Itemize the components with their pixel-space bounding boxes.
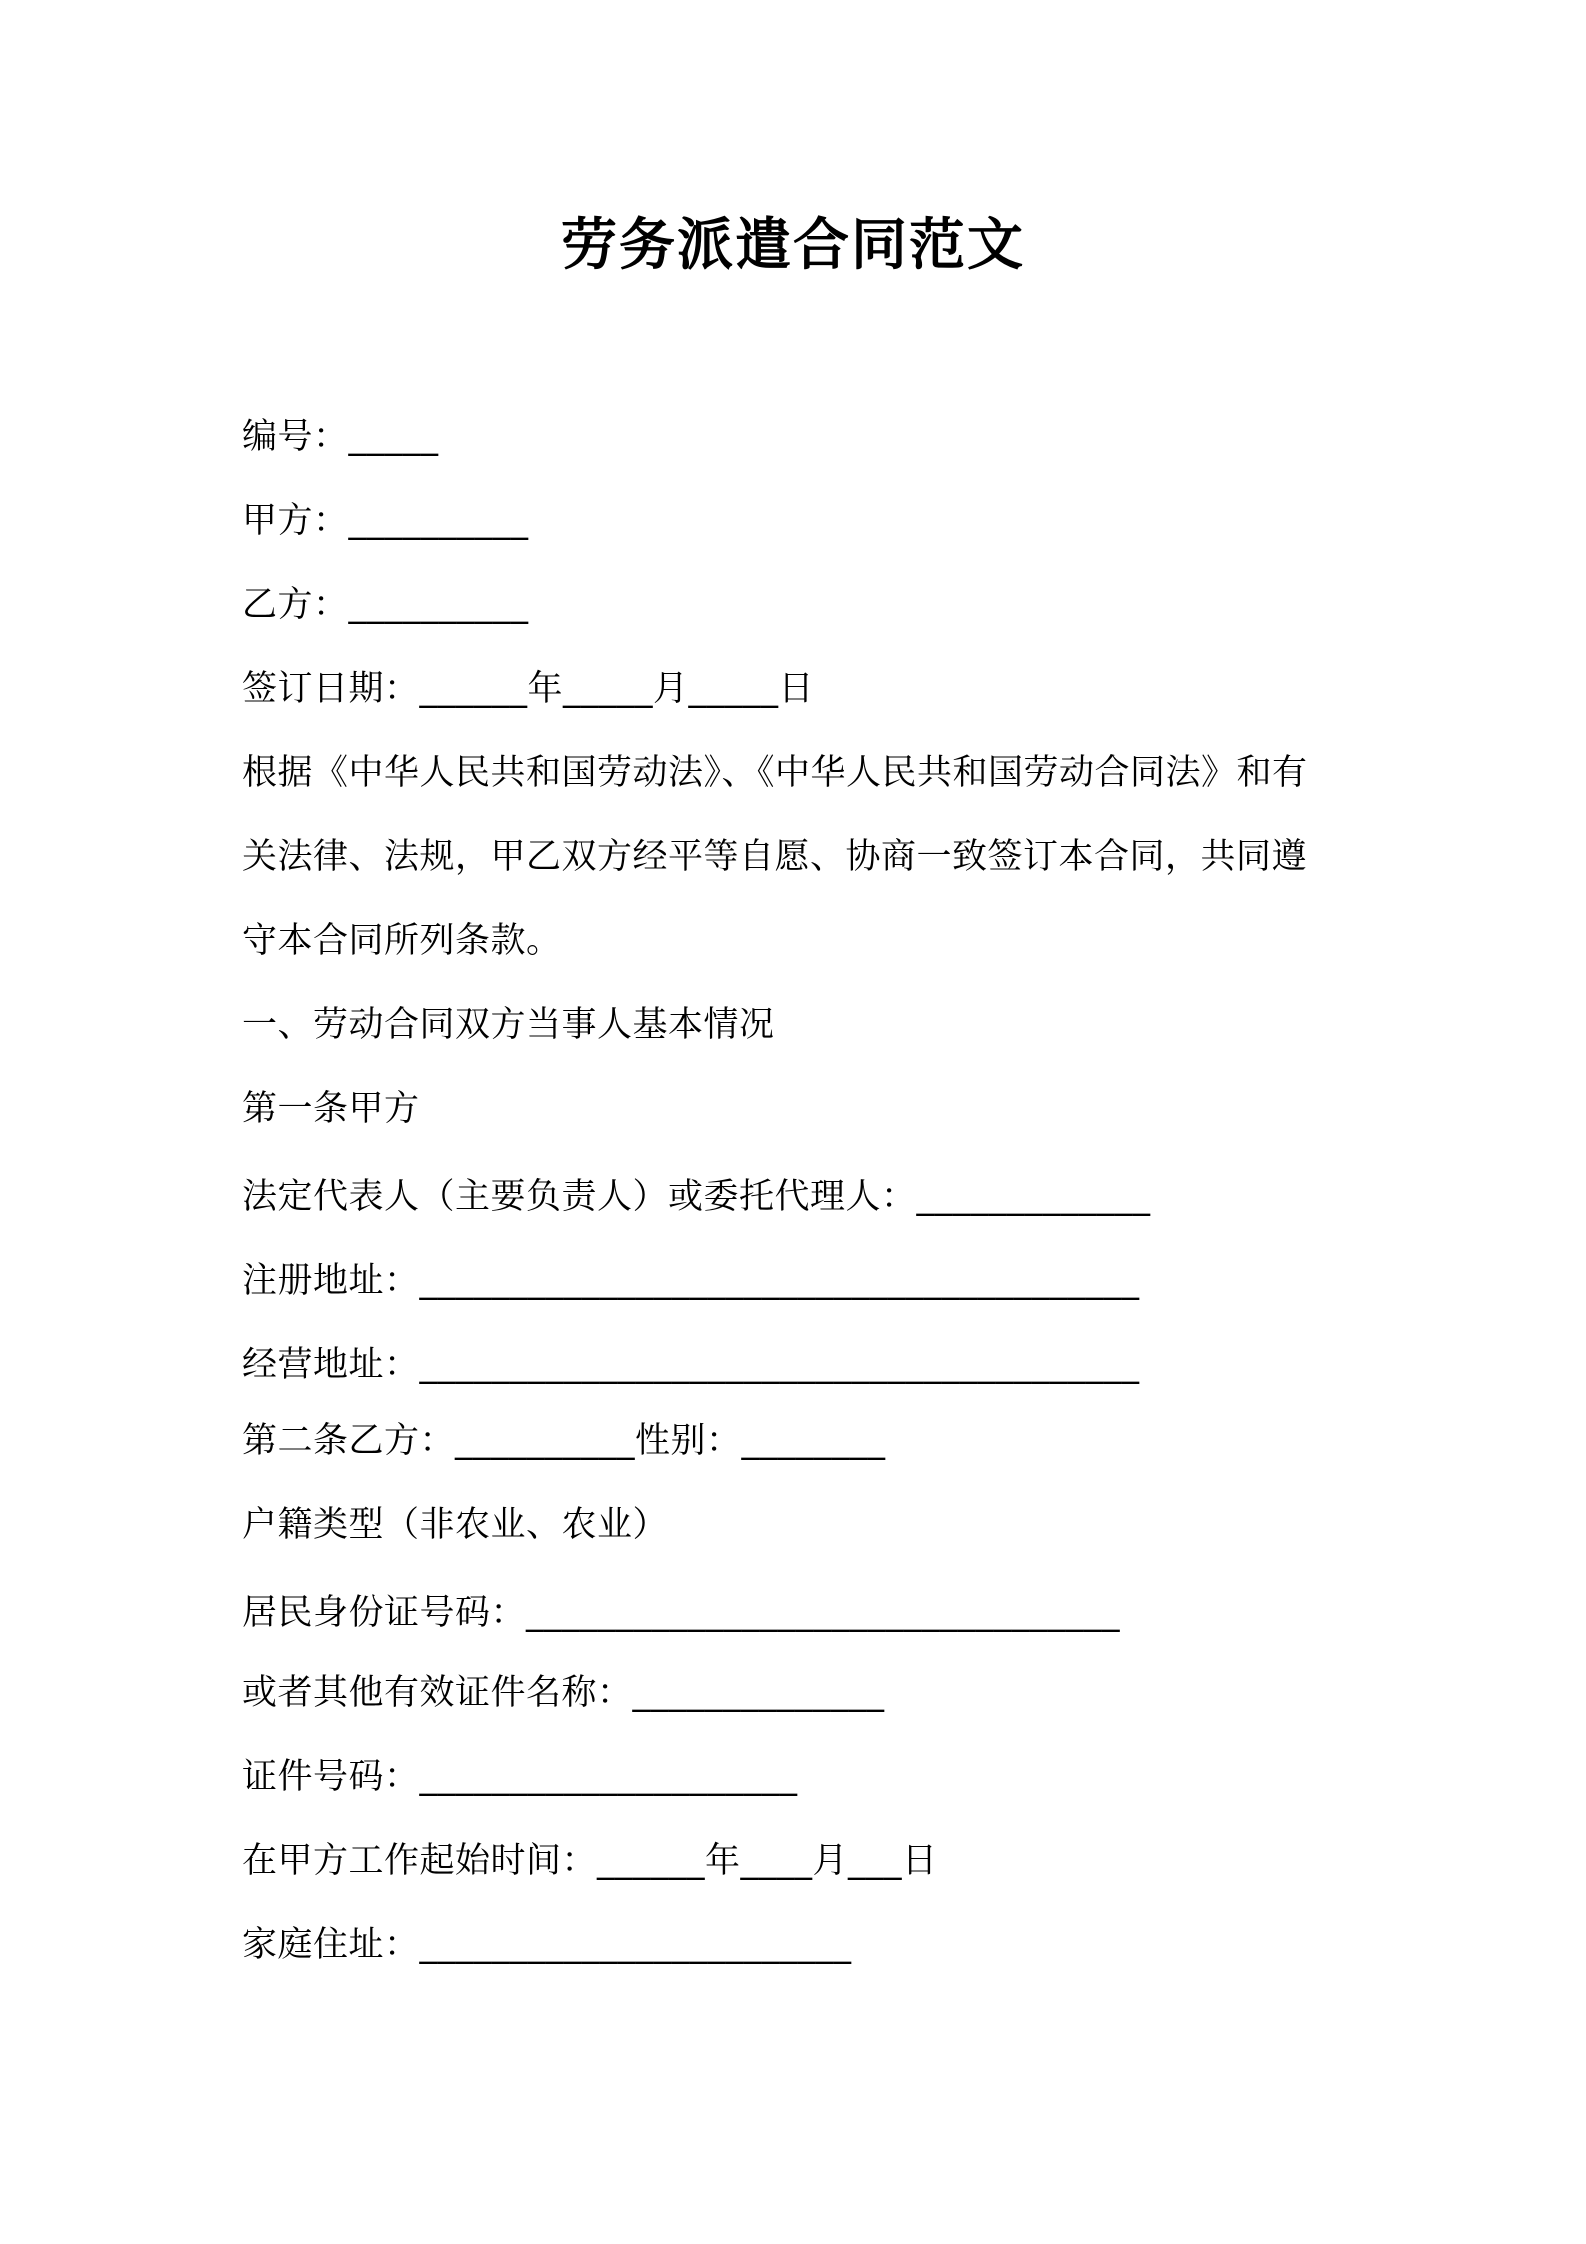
household-type-text: 户籍类型（非农业、农业） (242, 1505, 669, 1545)
legal-representative-line (242, 1172, 1151, 1222)
registered-address-text: 注册地址：________________________________________ (242, 1261, 1140, 1301)
article-2-text: 第二条乙方：__________性别：________ (242, 1421, 886, 1461)
legal-representative-text: 法定代表人（主要负责人）或委托代理人：_____________ (242, 1177, 1151, 1217)
preamble-line-1 (242, 748, 1308, 798)
household-type-line (242, 1500, 668, 1550)
preamble-line-2 (242, 832, 1307, 882)
other-certificate-line (242, 1668, 885, 1718)
home-address-line (242, 1920, 852, 1970)
article-2-line (242, 1416, 886, 1466)
article-1-heading (242, 1084, 420, 1134)
signing-date-line (242, 664, 814, 714)
document-title: 劳务派遣合同范文 (561, 213, 1025, 278)
certificate-number-line (242, 1752, 798, 1802)
certificate-number-text: 证件号码：_____________________ (242, 1757, 798, 1797)
preamble-text-1: 根据《中华人民共和国劳动法》、《中华人民共和国劳动合同法》和有 (242, 753, 1308, 793)
contract-number-line (242, 412, 439, 462)
id-number-text: 居民身份证号码：_________________________________ (242, 1593, 1121, 1633)
work-start-date-text: 在甲方工作起始时间：______年____月___日 (242, 1841, 938, 1881)
party-b-line (242, 580, 529, 630)
preamble-text-2: 关法律、法规，甲乙双方经平等自愿、协商一致签订本合同，共同遵 (242, 837, 1308, 877)
section-heading-text: 一、劳动合同双方当事人基本情况 (242, 1005, 775, 1045)
business-address-line (242, 1340, 1140, 1390)
signing-date-text: 签订日期：______年_____月_____日 (242, 669, 815, 709)
preamble-line-3 (242, 916, 562, 966)
home-address-text: 家庭住址：________________________ (242, 1925, 852, 1965)
registered-address-line (242, 1256, 1140, 1306)
id-number-line (242, 1588, 1120, 1638)
contract-number-text: 编号：_____ (242, 417, 439, 457)
other-certificate-text: 或者其他有效证件名称：______________ (242, 1673, 885, 1713)
business-address-text: 经营地址：________________________________________ (242, 1345, 1140, 1385)
preamble-text-3: 守本合同所列条款。 (242, 921, 562, 961)
work-start-date-line (242, 1836, 938, 1886)
party-a-line (242, 496, 529, 546)
party-a-text: 甲方：__________ (242, 501, 529, 541)
party-b-text: 乙方：__________ (242, 585, 529, 625)
article-1-text: 第一条甲方 (242, 1089, 420, 1129)
section-heading-1 (242, 1000, 775, 1050)
